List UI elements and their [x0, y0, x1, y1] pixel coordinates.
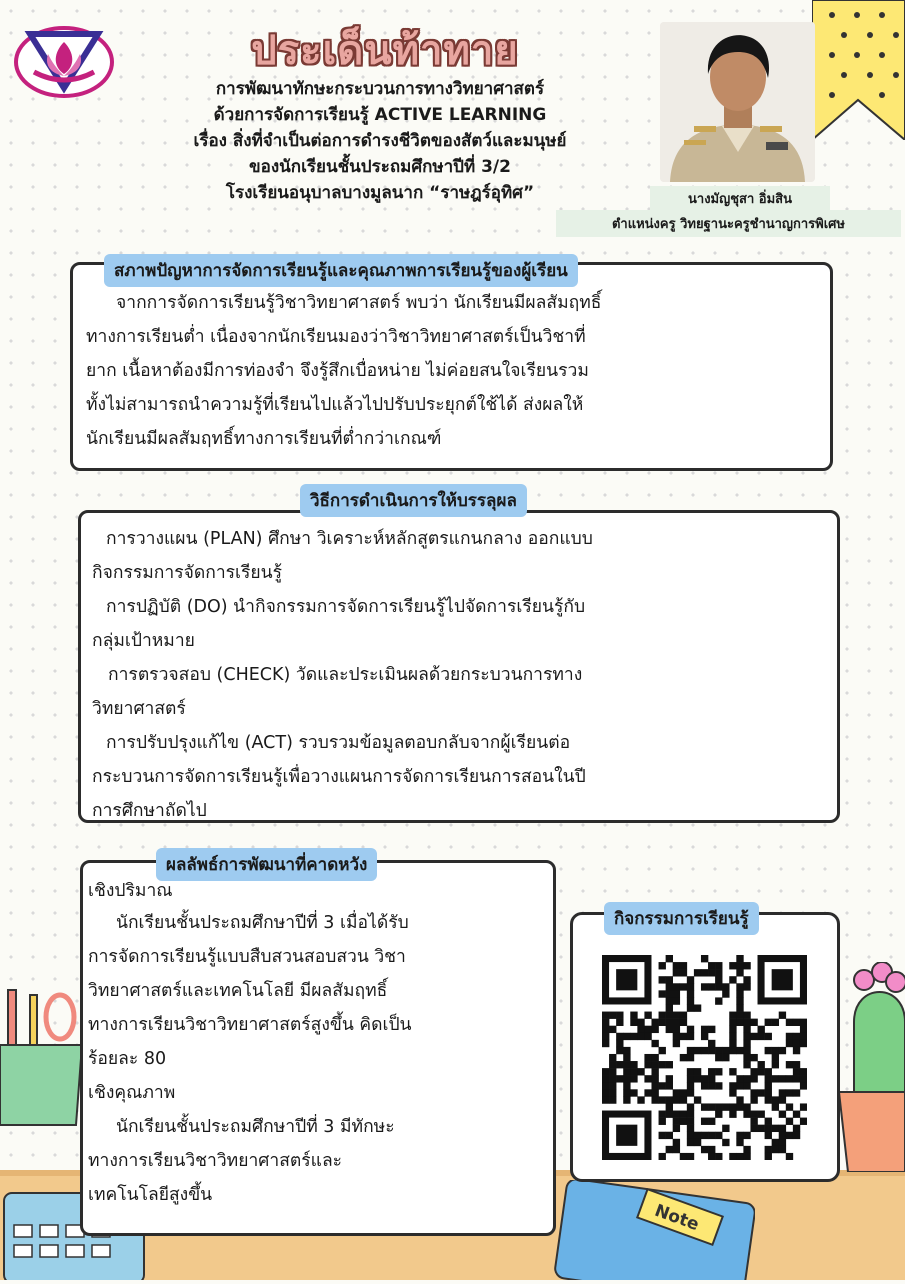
method-text [92, 522, 593, 828]
results-line: ทางการเรียนวิชาวิทยาศาสตร์และ [88, 1151, 343, 1171]
method-line: การวางแผน (PLAN) ศึกษา วิเคราะห์หลักสูตรแกนกลาง ออกแบบ [106, 529, 593, 549]
results-line: นักเรียนชั้นประถมศึกษาปีที่ 3 มีทักษะ [116, 1117, 395, 1137]
method-line: กลุ่มเป้าหมาย [92, 631, 195, 651]
results-line: ร้อยละ 80 [88, 1049, 167, 1069]
pencil-cup-illustration [0, 985, 82, 1130]
activity-heading: กิจกรรมการเรียนรู้ [604, 902, 759, 935]
subtitle-line: ด้วยการจัดการเรียนรู้ ACTIVE LEARNING [213, 105, 547, 125]
problem-line: นักเรียนมีผลสัมฤทธิ์ทางการเรียนที่ต่ำกว่าเกณฑ์ [86, 429, 442, 449]
problem-line: จากการจัดการเรียนรู้วิชาวิทยาศาสตร์ พบว่า นักเรียนมีผลสัมฤทธิ์ [116, 293, 602, 313]
method-line: การปรับปรุงแก้ไข (ACT) รวบรวมข้อมูลตอบกลับจากผู้เรียนต่อ [106, 733, 571, 753]
problem-line: ยาก เนื้อหาต้องมีการท่องจำ จึงรู้สึกเบื่อหน่าย ไม่ค่อยสนใจเรียนรวม [86, 361, 589, 381]
results-line: เชิงปริมาณ [88, 881, 173, 901]
notebook-illustration [550, 1180, 755, 1280]
results-line: ทางการเรียนวิชาวิทยาศาสตร์สูงขึ้น คิดเป็น [88, 1015, 412, 1035]
cactus-illustration [834, 962, 905, 1172]
teacher-position: ตำแหน่งครู วิทยฐานะครูชำนาญการพิเศษ [556, 210, 901, 237]
problem-heading: สภาพปัญหาการจัดการเรียนรู้และคุณภาพการเรียนรู้ของผู้เรียน [104, 254, 578, 287]
method-line: กิจกรรมการจัดการเรียนรู้ [92, 563, 283, 583]
problem-text [86, 286, 601, 456]
results-line: วิทยาศาสตร์และเทคโนโลยี มีผลสัมฤทธิ์ [88, 981, 388, 1001]
problem-line: ทางการเรียนต่ำ เนื่องจากนักเรียนมองว่าวิชาวิทยาศาสตร์เป็นวิชาที่ [86, 327, 586, 347]
results-heading: ผลลัพธ์การพัฒนาที่คาดหวัง [156, 848, 377, 881]
subtitle-line: โรงเรียนอนุบาลบางมูลนาก “ราษฎร์อุทิศ” [225, 183, 535, 203]
teacher-name: นางมัญชุสา อิ่มสิน [650, 186, 830, 211]
qr-code-icon[interactable] [602, 955, 807, 1160]
method-line: การตรวจสอบ (CHECK) วัดและประเมินผลด้วยกระบวนการทาง [108, 665, 583, 685]
subtitle-line: เรื่อง สิ่งที่จำเป็นต่อการดำรงชีวิตของสัตว์และมนุษย์ [193, 131, 567, 151]
problem-line: ทั้งไม่สามารถนำความรู้ที่เรียนไปแล้วไปปรับประยุกต์ใช้ได้ ส่งผลให้ [86, 395, 584, 415]
results-text [88, 876, 412, 1212]
method-line: การปฏิบัติ (DO) นำกิจกรรมการจัดการเรียนรู้ไปจัดการเรียนรู้กับ [106, 597, 586, 617]
method-line: การศึกษาถัดไป [92, 801, 207, 821]
teacher-photo [660, 22, 815, 182]
method-heading: วิธีการดำเนินการให้บรรลุผล [300, 484, 527, 517]
method-line: วิทยาศาสตร์ [92, 699, 186, 719]
results-line: นักเรียนชั้นประถมศึกษาปีที่ 3 เมื่อได้รับ [116, 913, 409, 933]
note-label: Note [651, 1200, 702, 1236]
pennant-decoration [812, 0, 905, 140]
results-line: การจัดการเรียนรู้แบบสืบสวนสอบสวน วิชา [88, 947, 406, 967]
subtitle-line: การพัฒนาทักษะกระบวนการทางวิทยาศาสตร์ [215, 79, 545, 99]
page-title: ประเด็นท้าทาย [251, 27, 519, 74]
method-line: กระบวนการจัดการเรียนรู้เพื่อวางแผนการจัดการเรียนการสอนในปี [92, 767, 586, 787]
results-line: เชิงคุณภาพ [88, 1083, 176, 1103]
project-subtitle [100, 76, 660, 206]
subtitle-line: ของนักเรียนชั้นประถมศึกษาปีที่ 3/2 [249, 157, 511, 177]
results-line: เทคโนโลยีสูงขึ้น [88, 1185, 213, 1205]
school-emblem-icon [14, 22, 114, 100]
